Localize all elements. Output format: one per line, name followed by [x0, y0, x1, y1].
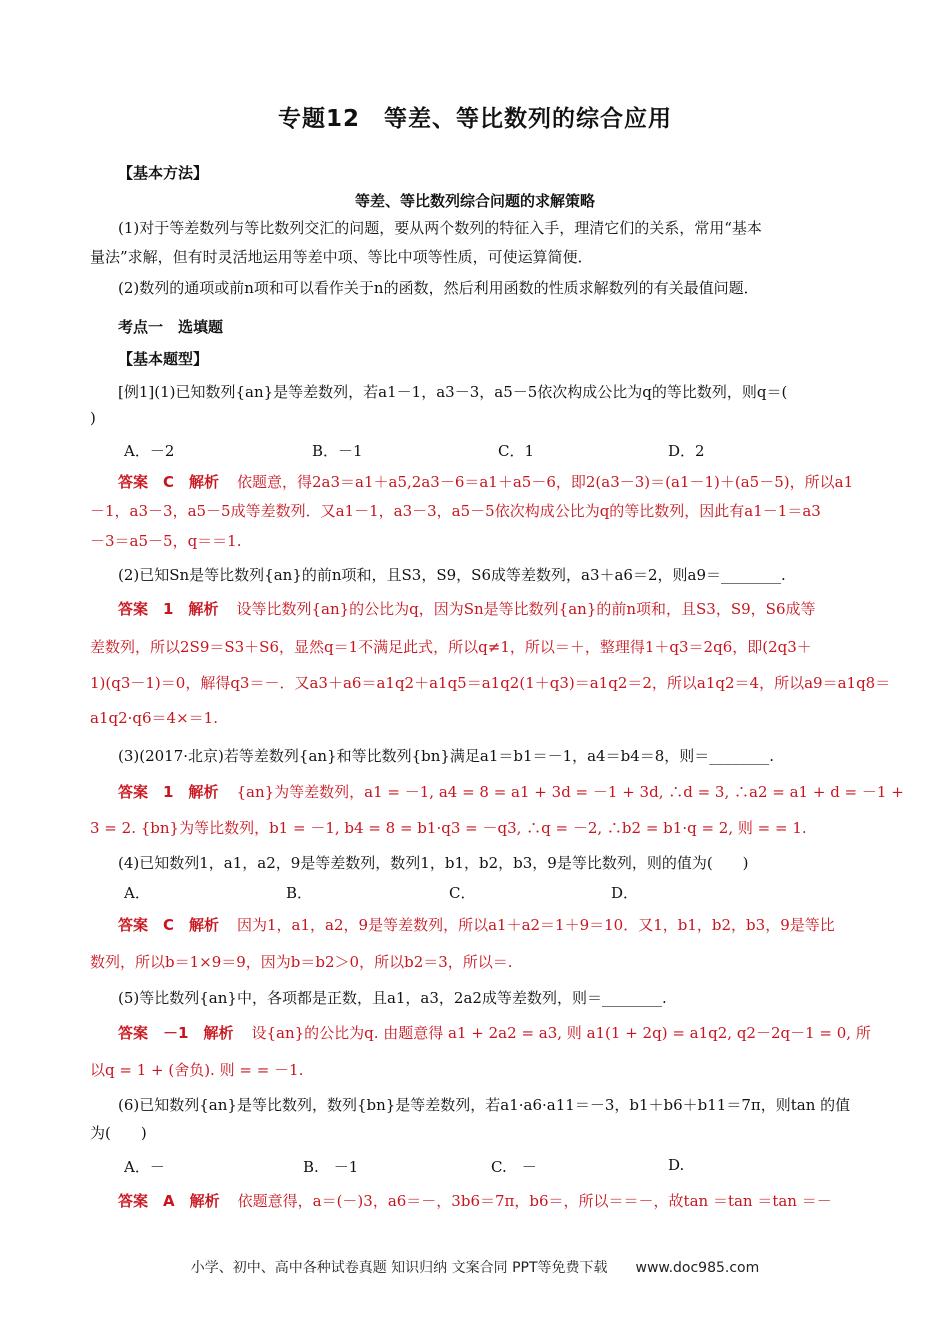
q5-stem: (5)等比数列{an}中，各项都是正数，且a1，a3，2a2成等差数列，则＝________. — [118, 989, 667, 1007]
q6-answer-text1: 依题意得，a＝(－)3，a6＝－，3b6＝7π，b6＝，所以＝＝－，故tan ＝tan ＝tan ＝－ — [237, 1192, 832, 1210]
q2-answer-line1 — [118, 598, 860, 619]
section-basic-method: 【基本方法】 — [118, 164, 209, 182]
q6-option-c: C. － — [491, 1158, 537, 1176]
method-p1-line1: (1)对于等差数列与等比数列交汇的问题，要从两个数列的特征入手，理清它们的关系，常用“基本 — [118, 219, 762, 237]
q4-stem: (4)已知数列1，a1，a2，9是等差数列，数列1，b1，b2，b3，9是等比数列，则的值为( ) — [118, 854, 749, 872]
q6-answer-line1 — [118, 1190, 860, 1211]
q1-option-b: B．－1 — [312, 442, 363, 460]
q4-option-a: A． — [124, 884, 150, 902]
q6-option-a: A．－ — [124, 1158, 165, 1176]
q1-option-a: A．－2 — [124, 442, 175, 460]
q2-answer-line2: 差数列，所以2S9＝S3＋S6，显然q＝1不满足此式，所以q≠1，所以＝＋，整理得1＋q3＝2q6，即(2q3＋ — [90, 638, 812, 656]
method-p1-line2: 量法”求解，但有时灵活地运用等差中项、等比中项等性质，可使运算简便． — [90, 248, 593, 266]
q5-answer-line2: 以q = 1 + (舍负). 则 = = －1. — [90, 1061, 304, 1079]
q1-answer-line2: －1，a3－3，a5－5成等差数列．又a1－1，a3－3，a5－5依次构成公比为q的等比数列，因此有a1－1＝a3 — [90, 502, 821, 520]
q2-answer-label: 答案 1 解析 — [118, 600, 219, 618]
q1-stem-line1: [例1](1)已知数列{an}是等差数列，若a1－1，a3－3，a5－5依次构成公比为q的等比数列，则q＝( — [118, 383, 788, 401]
q3-answer-text1: {an}为等差数列，a1 = －1, a4 = 8 = a1 + 3d = －1 + 3d, ∴d = 3, ∴a2 = a1 + d = －1 + — [236, 783, 904, 801]
q3-stem: (3)(2017·北京)若等差数列{an}和等比数列{bn}满足a1＝b1＝－1，a4＝b4＝8，则＝________. — [118, 747, 775, 765]
q5-answer-text1: 设{an}的公比为q. 由题意得 a1 + 2a2 = a3, 则 a1(1 + 2q) = a1q2, q2－2q－1 = 0, 所 — [251, 1024, 871, 1042]
footer-banner: 小学、初中、高中各种试卷真题 知识归纳 文案合同 PPT等免费下载 www.doc985.com — [190, 1260, 760, 1276]
q4-option-d: D． — [611, 884, 639, 902]
q4-answer-line1 — [118, 914, 860, 935]
q1-answer-line3: －3＝a5－5，q＝＝1. — [90, 532, 242, 550]
q6-option-d: D. — [668, 1156, 685, 1174]
q5-answer-label: 答案 －1 解析 — [118, 1024, 234, 1042]
q6-stem-line1: (6)已知数列{an}是等比数列，数列{bn}是等差数列，若a1·a6·a11＝－3，b1＋b6＋b11＝7π，则tan 的值 — [118, 1096, 851, 1114]
q1-answer-text1: 依题意，得2a3＝a1＋a5,2a3－6＝a1＋a5－6，即2(a3－3)＝(a1－1)＋(a5－5)，所以a1 — [237, 473, 854, 491]
q2-answer-line4: a1q2·q6＝4×＝1. — [90, 709, 218, 727]
page-title: 专题12 等差、等比数列的综合应用 — [277, 106, 672, 132]
q4-option-b: B． — [286, 884, 313, 902]
kaodian-heading: 考点一 选填题 — [118, 318, 224, 336]
section-basic-type: 【基本题型】 — [118, 350, 209, 368]
q1-option-c: C．1 — [498, 442, 535, 460]
q2-stem: (2)已知Sn是等比数列{an}的前n项和，且S3，S9，S6成等差数列，a3＋a6＝2，则a9＝________. — [118, 566, 786, 584]
q4-answer-text1: 因为1，a1，a2，9是等差数列，所以a1＋a2＝1＋9＝10．又1，b1，b2，b3，9是等比 — [237, 916, 835, 934]
q4-answer-label: 答案 C 解析 — [118, 916, 220, 934]
q6-stem-line2: 为( ) — [90, 1124, 147, 1142]
q5-answer-line1 — [118, 1022, 871, 1043]
q3-answer-line2: 3 = 2. {bn}为等比数列，b1 = －1, b4 = 8 = b1·q3 = －q3, ∴q = －2, ∴b2 = b1·q = 2, 则 = = 1. — [90, 819, 807, 837]
q1-answer-line1 — [118, 471, 860, 492]
strategy-title: 等差、等比数列综合问题的求解策略 — [354, 192, 595, 210]
q6-option-b: B. －1 — [303, 1158, 359, 1176]
q3-answer-line1 — [118, 781, 904, 802]
q2-answer-text1: 设等比数列{an}的公比为q，因为Sn是等比数列{an}的前n项和，且S3，S9，S6成等 — [236, 600, 816, 618]
q6-answer-label: 答案 A 解析 — [118, 1192, 220, 1210]
q2-answer-line3: 1)(q3－1)＝0，解得q3＝－．又a3＋a6＝a1q2＋a1q5＝a1q2(1＋q3)＝a1q2＝2，所以a1q2＝4，所以a9＝a1q8＝ — [90, 674, 891, 692]
method-p2: (2)数列的通项或前n项和可以看作关于n的函数，然后利用函数的性质求解数列的有关最值问题． — [118, 279, 759, 297]
q4-option-c: C． — [449, 884, 476, 902]
q4-answer-line2: 数列，所以b＝1×9＝9，因为b＝b2＞0，所以b2＝3，所以＝. — [90, 953, 513, 971]
q3-answer-label: 答案 1 解析 — [118, 783, 219, 801]
q1-option-d: D．2 — [668, 442, 705, 460]
q1-answer-label: 答案 C 解析 — [118, 473, 220, 491]
q1-stem-line2: ) — [90, 409, 96, 427]
